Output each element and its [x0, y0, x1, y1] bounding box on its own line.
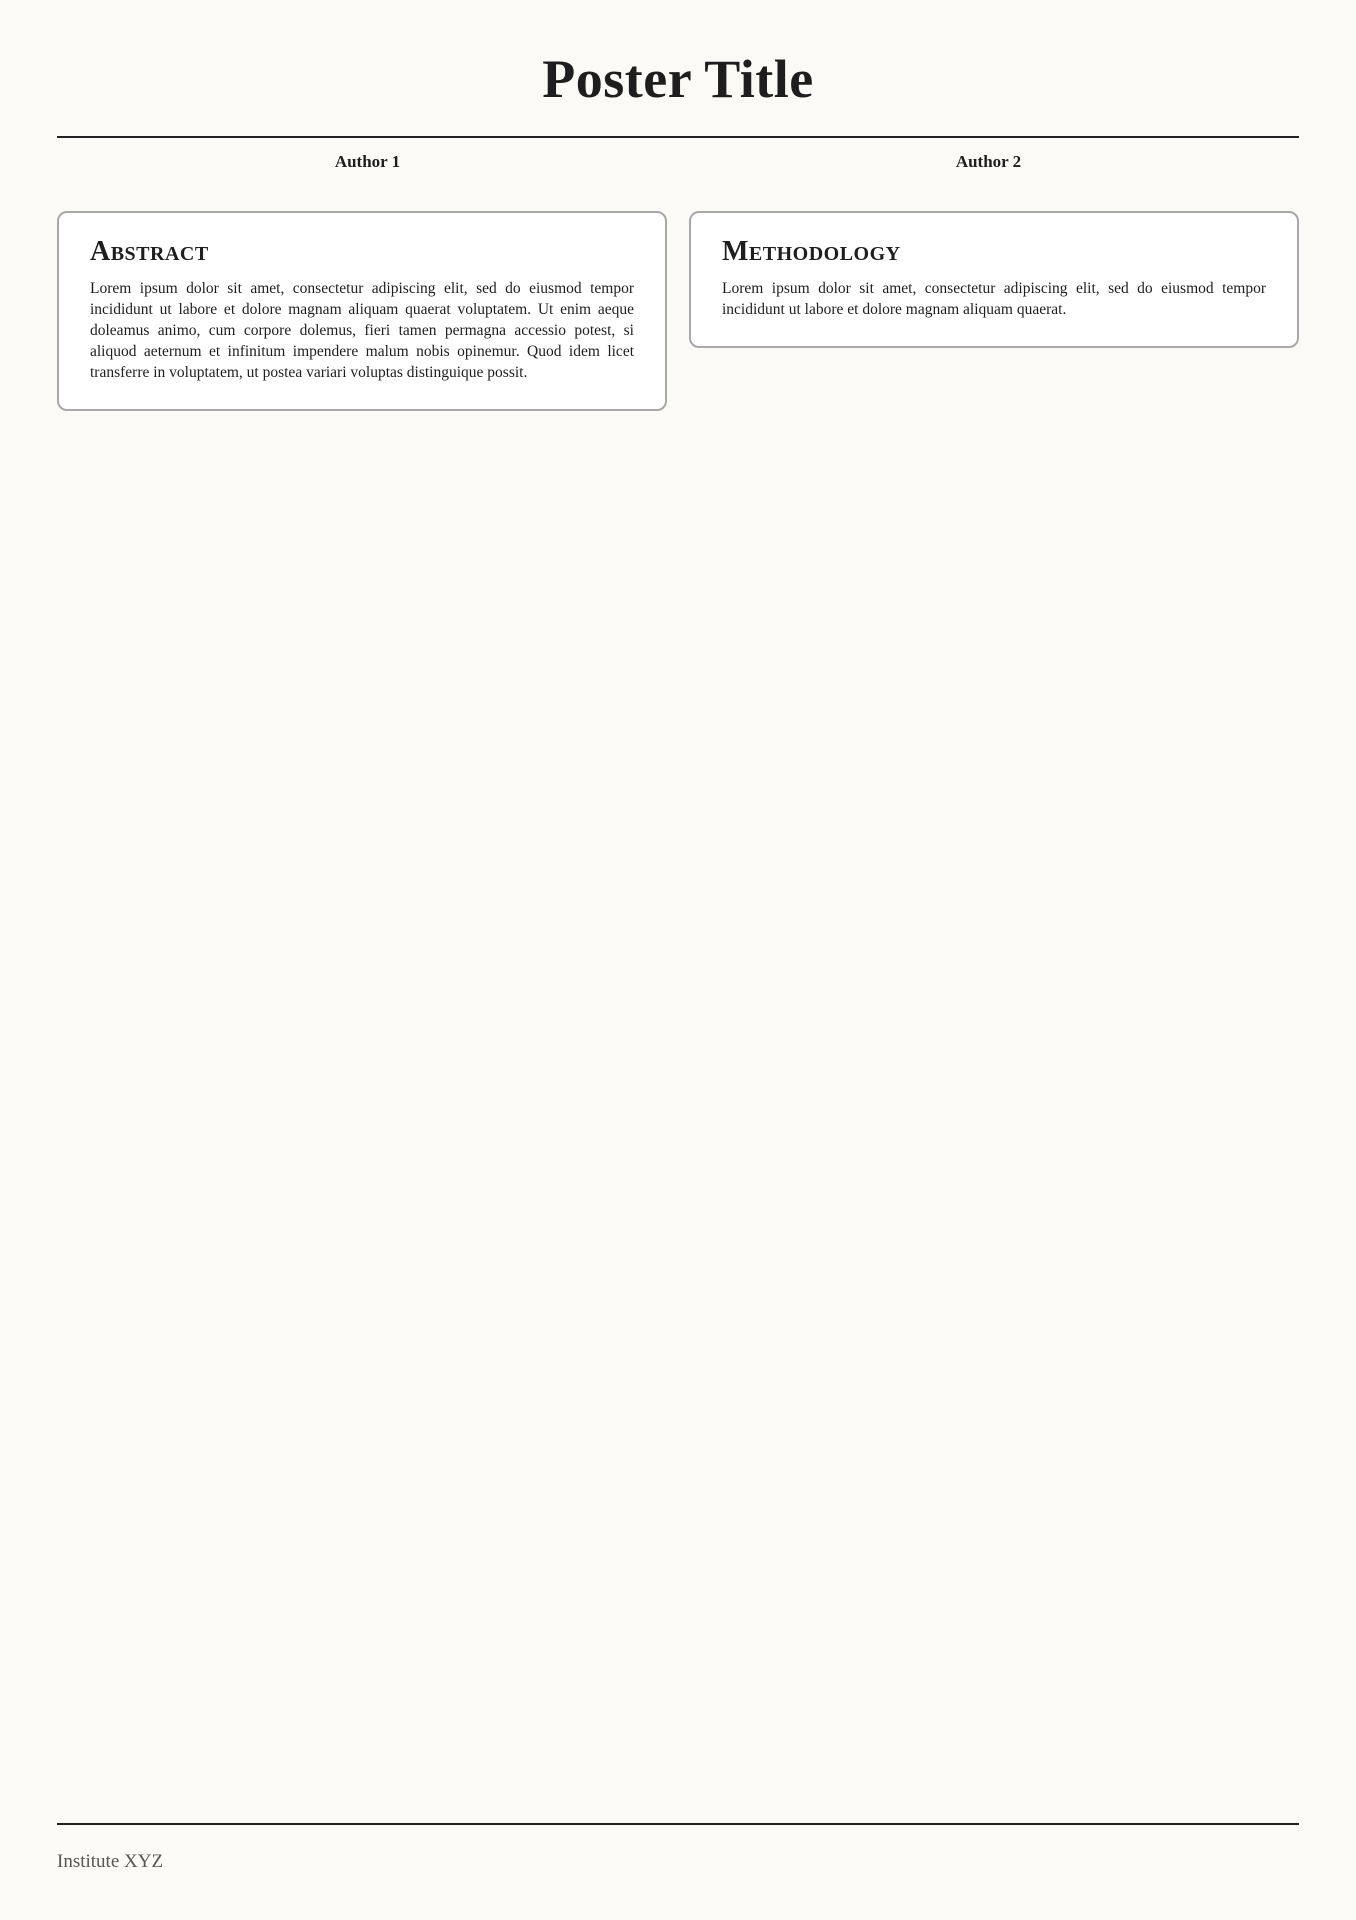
- content-columns: [57, 211, 1299, 411]
- poster-page: [57, 0, 1299, 1920]
- author-1: Author 1: [334, 152, 401, 171]
- methodology-section: [689, 211, 1299, 348]
- methodology-heading: Methodology: [722, 236, 901, 267]
- abstract-text: Lorem ipsum dolor sit amet, consectetur adipiscing elit, sed do eiusmod tempor incididunt ut labore et dolore magnam aliquam quaerat voluptatem. Ut enim aeque doleamus animo, cum corpore dolemus, fieri tamen permagna accessio potest, si aliquod aeternum et infinitum impendere malum nobis opinemur. Quod idem licet transferre in voluptatem, ut postea variari voluptas distinguique possit.: [90, 279, 634, 381]
- author-list: [57, 152, 1299, 172]
- poster-title: Poster Title: [542, 49, 814, 109]
- methodology-text: Lorem ipsum dolor sit amet, consectetur adipiscing elit, sed do eiusmod tempor incididunt ut labore et dolore magnam aliquam quaerat.: [722, 279, 1266, 318]
- abstract-heading: Abstract: [90, 236, 209, 267]
- footer-institute: Institute XYZ: [57, 1851, 164, 1872]
- author-2: Author 2: [955, 152, 1022, 171]
- header-divider: [57, 136, 1299, 138]
- footer-divider: [57, 1823, 1299, 1825]
- abstract-section: [57, 211, 667, 411]
